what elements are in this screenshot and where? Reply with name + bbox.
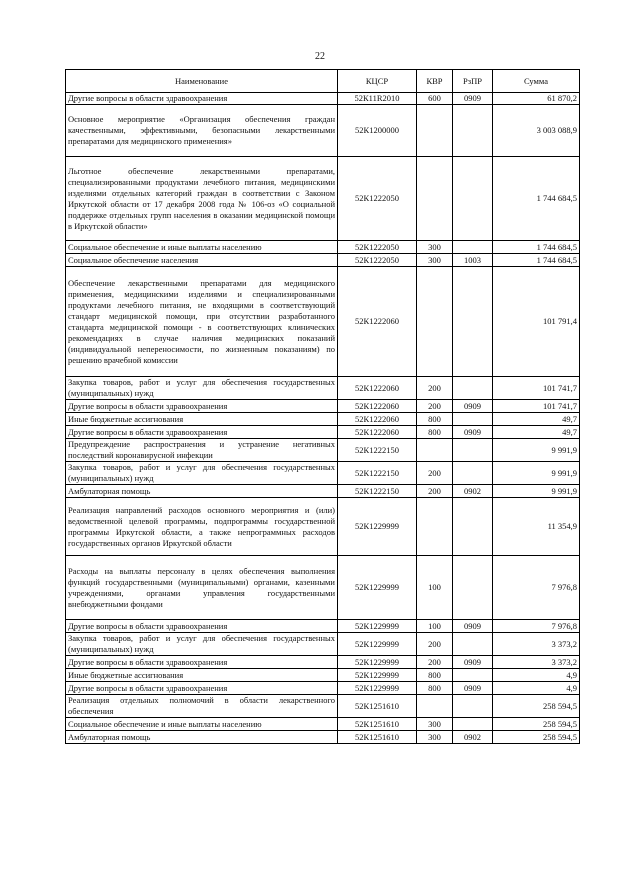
cell-kcsr: 52К1222060 [338, 426, 417, 439]
cell-kcsr: 52К1251610 [338, 718, 417, 731]
cell-sum: 7 976,8 [493, 556, 580, 620]
cell-sum: 4,9 [493, 682, 580, 695]
cell-kvr: 600 [417, 93, 453, 105]
cell-kvr: 200 [417, 400, 453, 413]
cell-sum: 11 354,9 [493, 498, 580, 556]
cell-name: Иные бюджетные ассигнования [66, 669, 338, 682]
cell-kcsr: 52К1229999 [338, 633, 417, 656]
cell-kcsr: 52К1222050 [338, 254, 417, 267]
table-row [66, 485, 580, 498]
table-row [66, 241, 580, 254]
cell-kcsr: 52К1229999 [338, 620, 417, 633]
table-body [66, 93, 580, 744]
cell-sum: 258 594,5 [493, 731, 580, 744]
table-row [66, 267, 580, 377]
cell-rz [453, 462, 493, 485]
cell-name: Амбулаторная помощь [66, 485, 338, 498]
cell-kcsr: 52К1229999 [338, 682, 417, 695]
cell-kvr [417, 267, 453, 377]
cell-kvr: 800 [417, 426, 453, 439]
table-row [66, 633, 580, 656]
cell-kcsr: 52К1229999 [338, 656, 417, 669]
table-row [66, 718, 580, 731]
cell-rz [453, 267, 493, 377]
cell-kcsr: 52К1229999 [338, 498, 417, 556]
table-row [66, 105, 580, 157]
table-row [66, 731, 580, 744]
table-row [66, 620, 580, 633]
cell-kvr: 800 [417, 413, 453, 426]
cell-kvr [417, 695, 453, 718]
table-row [66, 439, 580, 462]
cell-name: Социальное обеспечение и иные выплаты населению [66, 241, 338, 254]
cell-name: Социальное обеспечение населения [66, 254, 338, 267]
cell-sum: 258 594,5 [493, 718, 580, 731]
cell-sum: 49,7 [493, 413, 580, 426]
cell-kvr: 300 [417, 718, 453, 731]
cell-name: Льготное обеспечение лекарственными препаратами, специализированными продуктами лечебного питания, медицинскими изделиями отдельных категорий граждан в соответствии с Законом Иркутской области от 17 декабря 2008 года № 106-оз «О социальной поддержке отдельных групп населения в оказании медицинской помощи в Иркутской области» [66, 157, 338, 241]
cell-name: Реализация отдельных полномочий в области лекарственного обеспечения [66, 695, 338, 718]
cell-rz: 0909 [453, 682, 493, 695]
cell-name: Закупка товаров, работ и услуг для обеспечения государственных (муниципальных) нужд [66, 462, 338, 485]
cell-kvr: 200 [417, 656, 453, 669]
cell-name: Предупреждение распространения и устранение негативных последствий коронавирусной инфекции [66, 439, 338, 462]
table-row [66, 400, 580, 413]
cell-name: Реализация направлений расходов основного мероприятия и (или) ведомственной целевой программы, подпрограммы государственной программы Иркутской области, а также непрограммных расходов государственных органов Иркутской области [66, 498, 338, 556]
cell-rz: 0902 [453, 731, 493, 744]
table-row [66, 254, 580, 267]
cell-kcsr: 52К1222150 [338, 439, 417, 462]
cell-name: Другие вопросы в области здравоохранения [66, 682, 338, 695]
cell-kcsr: 52К1222050 [338, 241, 417, 254]
cell-kcsr: 52К1222150 [338, 485, 417, 498]
cell-name: Другие вопросы в области здравоохранения [66, 93, 338, 105]
cell-kcsr: 52К1222060 [338, 400, 417, 413]
cell-name: Другие вопросы в области здравоохранения [66, 620, 338, 633]
cell-kcsr: 52К11R2010 [338, 93, 417, 105]
cell-name: Основное мероприятие «Организация обеспечения граждан качественными, эффективными, безопасными лекарственными препаратами для медицинского применения» [66, 105, 338, 157]
page-number: 22 [315, 51, 325, 62]
cell-kcsr: 52К1229999 [338, 556, 417, 620]
cell-sum: 4,9 [493, 669, 580, 682]
cell-rz [453, 377, 493, 400]
cell-name: Социальное обеспечение и иные выплаты населению [66, 718, 338, 731]
cell-rz [453, 439, 493, 462]
cell-sum: 101 741,7 [493, 400, 580, 413]
table-header-row [66, 70, 580, 93]
cell-kcsr: 52К1222150 [338, 462, 417, 485]
header-kcsr: КЦСР [338, 70, 417, 93]
cell-kcsr: 52К1222060 [338, 267, 417, 377]
cell-rz [453, 241, 493, 254]
cell-name: Закупка товаров, работ и услуг для обеспечения государственных (муниципальных) нужд [66, 377, 338, 400]
table-row [66, 413, 580, 426]
cell-rz: 0909 [453, 93, 493, 105]
table-row [66, 93, 580, 105]
cell-sum: 101 741,7 [493, 377, 580, 400]
cell-kvr: 800 [417, 682, 453, 695]
header-kvr: КВР [417, 70, 453, 93]
cell-rz [453, 633, 493, 656]
cell-kvr: 200 [417, 485, 453, 498]
cell-rz [453, 718, 493, 731]
budget-table [65, 69, 580, 744]
cell-name: Амбулаторная помощь [66, 731, 338, 744]
cell-rz [453, 556, 493, 620]
cell-name: Иные бюджетные ассигнования [66, 413, 338, 426]
cell-kcsr: 52К1200000 [338, 105, 417, 157]
cell-sum: 3 373,2 [493, 656, 580, 669]
cell-kvr: 800 [417, 669, 453, 682]
cell-rz [453, 105, 493, 157]
cell-sum: 3 373,2 [493, 633, 580, 656]
cell-rz: 0909 [453, 656, 493, 669]
cell-name: Обеспечение лекарственными препаратами для медицинского применения, медицинскими изделиями и специализированными продуктами лечебного питания, не входящими в соответствующий стандарт медицинской помощи, при отсутствии разработанного стандарта медицинской помощи - в соответствующих клинических рекомендациях в случае наличия медицинских показаний (индивидуальной непереносимости, по жизненным показаниям) по решению врачебной комиссии [66, 267, 338, 377]
cell-sum: 1 744 684,5 [493, 254, 580, 267]
cell-kvr [417, 157, 453, 241]
cell-kvr: 300 [417, 254, 453, 267]
cell-rz: 0909 [453, 426, 493, 439]
cell-kcsr: 52К1222060 [338, 413, 417, 426]
cell-sum: 9 991,9 [493, 462, 580, 485]
cell-rz [453, 498, 493, 556]
cell-kcsr: 52К1229999 [338, 669, 417, 682]
cell-name: Расходы на выплаты персоналу в целях обеспечения выполнения функций государственными (муниципальными) органами, казенными учреждениями, органами управления государственными внебюджетными фондами [66, 556, 338, 620]
cell-kvr: 100 [417, 620, 453, 633]
cell-rz [453, 669, 493, 682]
cell-kvr: 100 [417, 556, 453, 620]
table-row [66, 669, 580, 682]
table-row [66, 377, 580, 400]
cell-kcsr: 52К1222050 [338, 157, 417, 241]
cell-kcsr: 52К1222060 [338, 377, 417, 400]
cell-sum: 1 744 684,5 [493, 157, 580, 241]
cell-sum: 7 976,8 [493, 620, 580, 633]
table-row [66, 682, 580, 695]
table-row [66, 695, 580, 718]
cell-sum: 61 870,2 [493, 93, 580, 105]
cell-kvr: 200 [417, 462, 453, 485]
cell-rz: 0902 [453, 485, 493, 498]
header-sum: Сумма [493, 70, 580, 93]
table-row [66, 462, 580, 485]
cell-name: Закупка товаров, работ и услуг для обеспечения государственных (муниципальных) нужд [66, 633, 338, 656]
cell-name: Другие вопросы в области здравоохранения [66, 400, 338, 413]
table-row [66, 656, 580, 669]
cell-kvr: 200 [417, 633, 453, 656]
cell-sum: 258 594,5 [493, 695, 580, 718]
cell-rz [453, 157, 493, 241]
cell-rz [453, 413, 493, 426]
cell-sum: 3 003 088,9 [493, 105, 580, 157]
cell-rz: 0909 [453, 620, 493, 633]
cell-sum: 101 791,4 [493, 267, 580, 377]
cell-rz: 0909 [453, 400, 493, 413]
cell-kvr: 300 [417, 241, 453, 254]
cell-kvr [417, 439, 453, 462]
cell-sum: 9 991,9 [493, 485, 580, 498]
cell-name: Другие вопросы в области здравоохранения [66, 656, 338, 669]
table-row [66, 556, 580, 620]
cell-sum: 1 744 684,5 [493, 241, 580, 254]
table-row [66, 426, 580, 439]
table-row [66, 157, 580, 241]
cell-sum: 9 991,9 [493, 439, 580, 462]
cell-name: Другие вопросы в области здравоохранения [66, 426, 338, 439]
cell-sum: 49,7 [493, 426, 580, 439]
header-rz: РзПР [453, 70, 493, 93]
cell-kvr [417, 105, 453, 157]
cell-kvr [417, 498, 453, 556]
table-row [66, 498, 580, 556]
header-name: Наименование [66, 70, 338, 93]
cell-rz [453, 695, 493, 718]
cell-kvr: 200 [417, 377, 453, 400]
cell-kcsr: 52К1251610 [338, 695, 417, 718]
cell-kvr: 300 [417, 731, 453, 744]
cell-kcsr: 52К1251610 [338, 731, 417, 744]
cell-rz: 1003 [453, 254, 493, 267]
